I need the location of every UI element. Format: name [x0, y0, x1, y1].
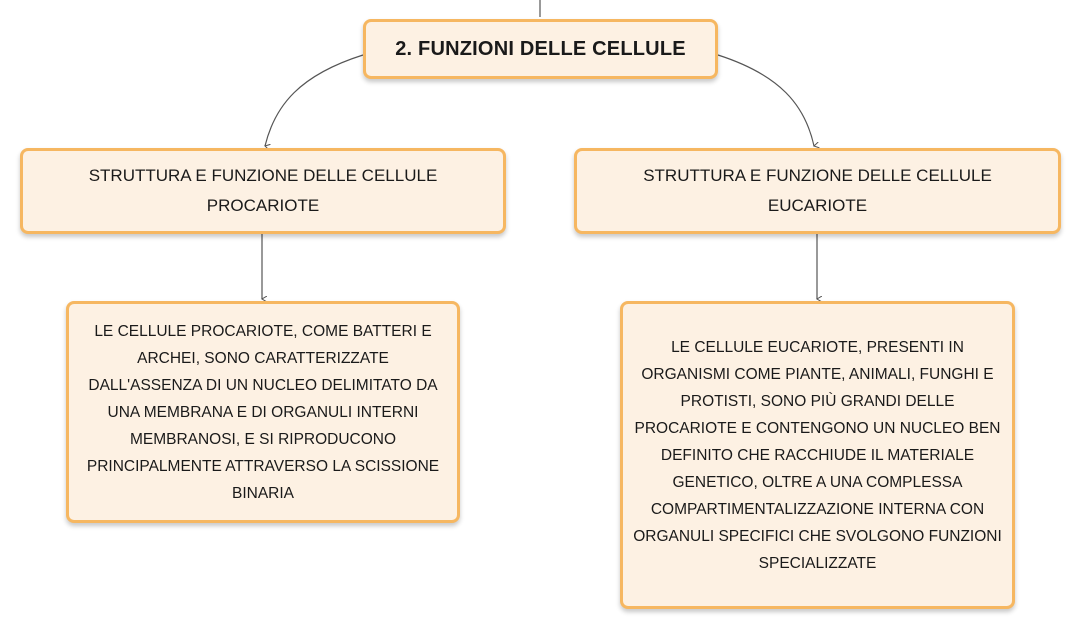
procariote-title: STRUTTURA E FUNZIONE DELLE CELLULE PROCARIOTE: [88, 166, 438, 215]
root-title: 2. FUNZIONI DELLE CELLULE: [395, 37, 686, 60]
connector-root-to-procariote: [265, 55, 363, 146]
connector-root-to-eucariote: [718, 55, 814, 146]
node-procariote[interactable]: [20, 148, 506, 234]
eucariote-detail-text: LE CELLULE EUCARIOTE, PRESENTI IN ORGANISMI COME PIANTE, ANIMALI, FUNGHI E PROTISTI, SONO PIÙ GRANDI DELLE PROCARIOTE E CONTENGONO UN NUCLEO BEN DEFINITO CHE RACCHIUDE IL MATERIALE GENETICO, OLTRE A UNA COMPLESSA COMPARTIMENTALIZZAZIONE INTERNA CON ORGANULI SPECIFICI CHE SVOLGONO FUNZIONI SPECIALIZZATE: [633, 338, 1002, 572]
node-procariote-detail[interactable]: [66, 301, 460, 523]
procariote-detail-text: LE CELLULE PROCARIOTE, COME BATTERI E ARCHEI, SONO CARATTERIZZATE DALL'ASSENZA DI UN NUCLEO DELIMITATO DA UNA MEMBRANA E DI ORGANULI INTERNI MEMBRANOSI, E SI RIPRODUCONO PRINCIPALMENTE ATTRAVERSO LA SCISSIONE BINARIA: [86, 322, 440, 502]
eucariote-title: STRUTTURA E FUNZIONE DELLE CELLULE EUCARIOTE: [643, 166, 992, 215]
root-node[interactable]: [363, 19, 718, 79]
node-eucariote[interactable]: [574, 148, 1061, 234]
node-eucariote-detail[interactable]: [620, 301, 1015, 609]
